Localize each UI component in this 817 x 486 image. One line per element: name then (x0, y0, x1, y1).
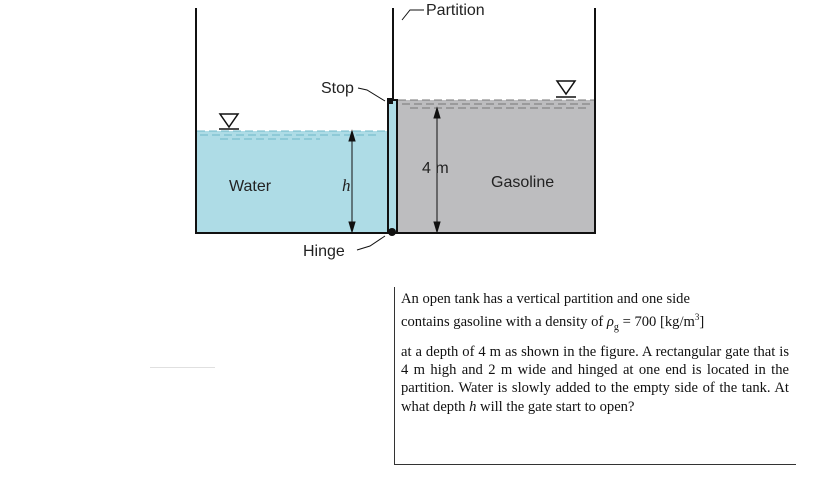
depth-label: 4 m (422, 160, 449, 177)
gate (388, 100, 397, 233)
problem-body-text: at a depth of 4 m as shown in the figure. A rectangular gate that is 4 m high and 2 m wide and hinged at one end is located in the partition. Water is slowly added to the empty side of the tank. At what depth (401, 343, 789, 415)
gasoline-label: Gasoline (491, 174, 555, 191)
partition-label: Partition (426, 2, 485, 19)
rho-symbol: ρ (606, 314, 614, 331)
problem-line-2-text: contains gasoline with a density of (401, 314, 607, 331)
water-label: Water (229, 178, 272, 195)
density-value: = 700 [kg/m (618, 314, 695, 331)
h-variable: h (469, 398, 477, 415)
hinge-label: Hinge (303, 243, 345, 260)
gasoline-surface-symbol (557, 81, 575, 94)
bracket-close: ] (699, 314, 705, 331)
problem-body (401, 343, 789, 417)
scan-artifact (150, 367, 215, 368)
stop-label: Stop (321, 80, 354, 97)
problem-line-1: An open tank has a vertical partition and one side (401, 291, 690, 307)
water-surface-symbol (220, 114, 238, 127)
rho-subscript: g (613, 322, 619, 334)
problem-statement (401, 290, 789, 416)
cube-exponent: 3 (694, 312, 700, 323)
problem-line-2 (401, 308, 789, 337)
problem-question-end: will the gate start to open? (476, 398, 635, 415)
water-region (197, 131, 387, 232)
hinge (388, 228, 396, 236)
stop (387, 98, 393, 104)
h-label: h (342, 176, 351, 195)
